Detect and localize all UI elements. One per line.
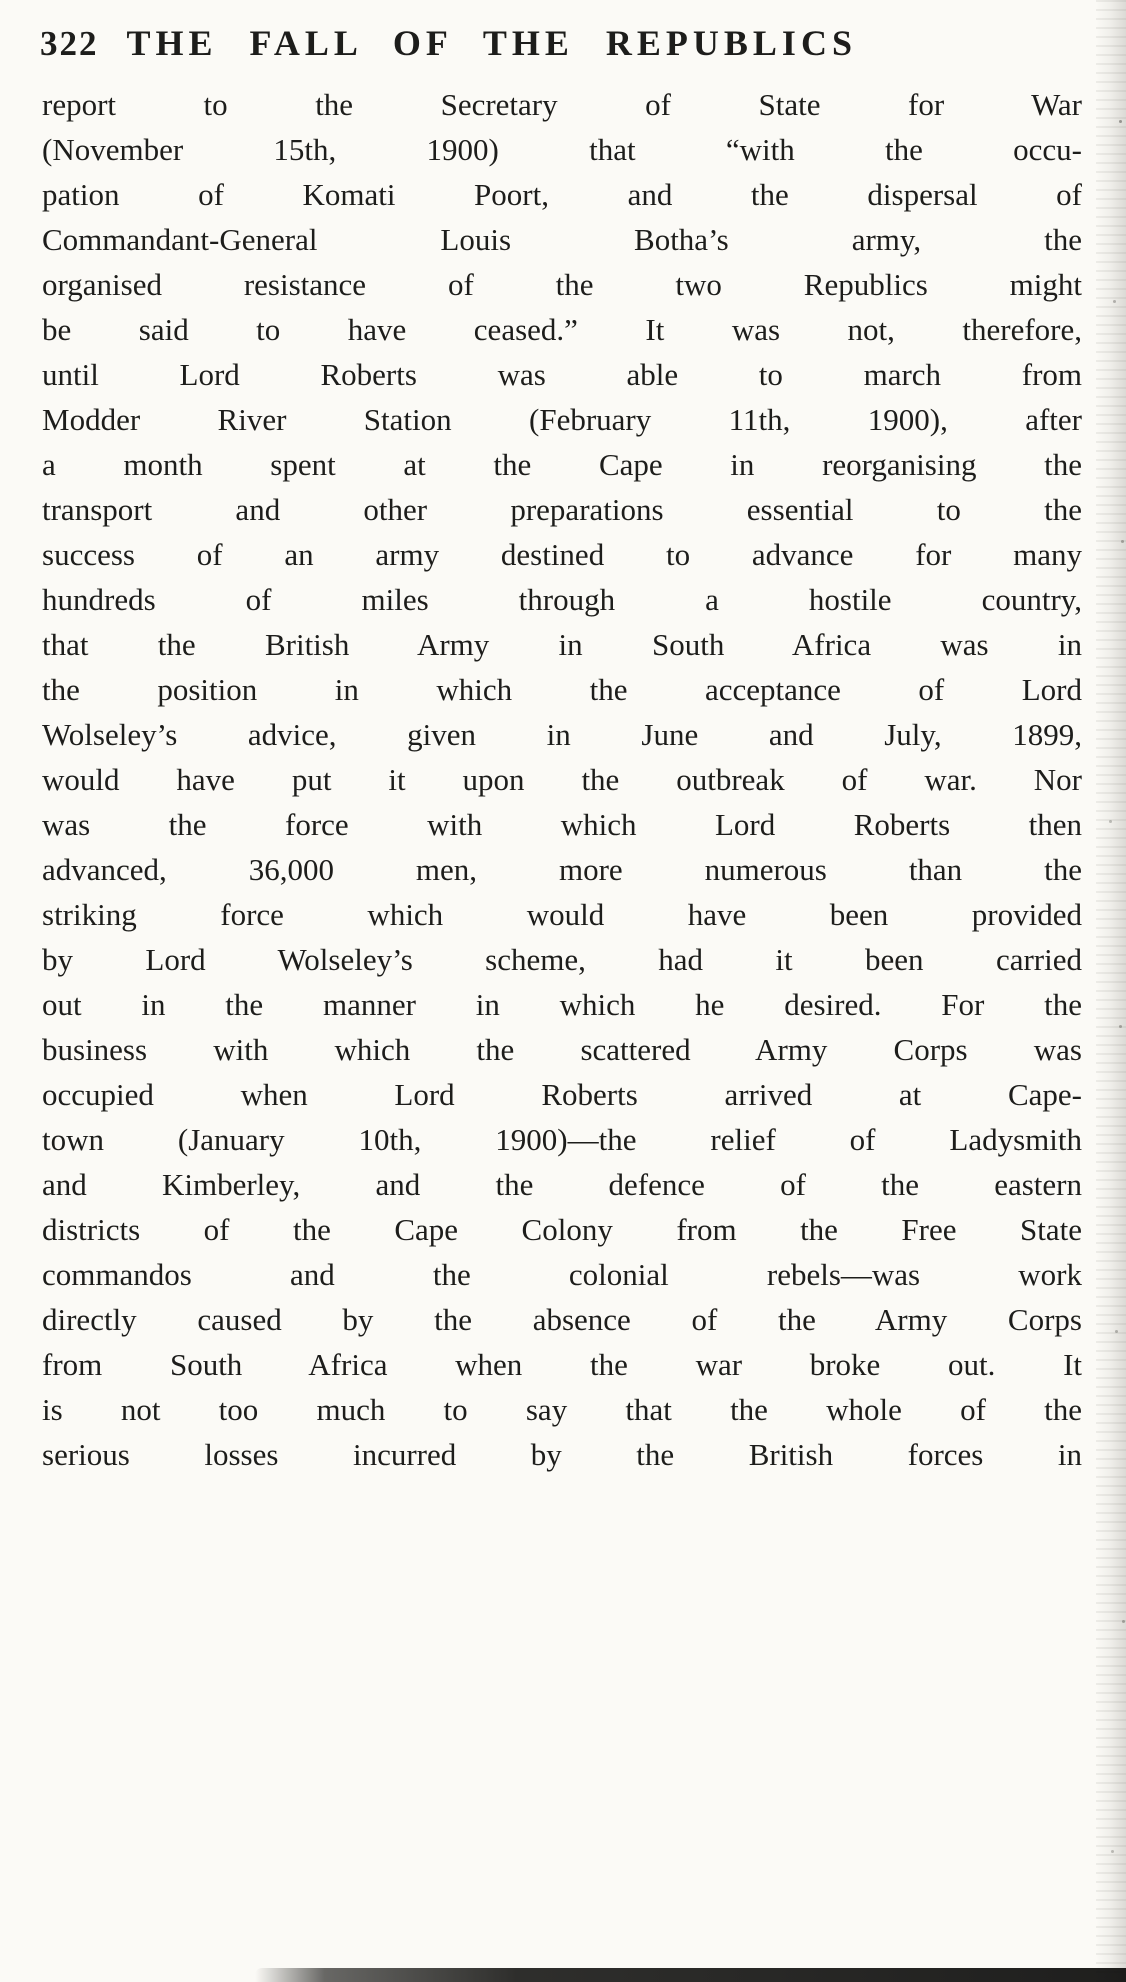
text-line: a month spent at the Cape in reorganising the (42, 447, 1082, 482)
text-line: be said to have ceased.” It was not, therefore, (42, 312, 1082, 347)
running-head-title: THE FALL OF THE REPUBLICS (126, 23, 857, 63)
page-number: 322 (40, 24, 99, 63)
text-line: directly caused by the absence of the Army Corps (42, 1302, 1082, 1337)
text-line: would have put it upon the outbreak of war. Nor (42, 762, 1082, 797)
text-line: was the force with which Lord Roberts then (42, 807, 1082, 842)
text-line: organised resistance of the two Republics might (42, 267, 1082, 302)
text-line: business with which the scattered Army Corps was (42, 1032, 1082, 1067)
scan-noise-speckles (1119, 120, 1122, 123)
body-text-block (42, 82, 1082, 1477)
text-line: Wolseley’s advice, given in June and July, 1899, (42, 717, 1082, 752)
text-line: report to the Secretary of State for War (42, 87, 1082, 122)
text-line: striking force which would have been provided (42, 897, 1082, 932)
text-line: and Kimberley, and the defence of the eastern (42, 1167, 1082, 1202)
text-line: town (January 10th, 1900)—the relief of Ladysmith (42, 1122, 1082, 1157)
text-line: the position in which the acceptance of Lord (42, 672, 1082, 707)
text-line: pation of Komati Poort, and the dispersal of (42, 177, 1082, 212)
text-line: Modder River Station (February 11th, 1900), after (42, 402, 1082, 437)
text-line: until Lord Roberts was able to march from (42, 357, 1082, 392)
scan-edge-artifact (1096, 0, 1126, 1982)
text-line: from South Africa when the war broke out. It (42, 1347, 1082, 1382)
page-header (40, 22, 1082, 64)
text-line: out in the manner in which he desired. For the (42, 987, 1082, 1022)
scan-bottom-shadow (255, 1968, 1126, 1982)
text-line: (November 15th, 1900) that “with the occu- (42, 132, 1082, 167)
text-line: hundreds of miles through a hostile country, (42, 582, 1082, 617)
text-line: occupied when Lord Roberts arrived at Cape- (42, 1077, 1082, 1112)
text-line: success of an army destined to advance for many (42, 537, 1082, 572)
text-line: districts of the Cape Colony from the Free State (42, 1212, 1082, 1247)
text-line: transport and other preparations essential to the (42, 492, 1082, 527)
text-line: Commandant-General Louis Botha’s army, the (42, 222, 1082, 257)
text-line: serious losses incurred by the British forces in (42, 1437, 1082, 1472)
text-line: is not too much to say that the whole of the (42, 1392, 1082, 1427)
text-line: advanced, 36,000 men, more numerous than the (42, 852, 1082, 887)
text-line: commandos and the colonial rebels—was work (42, 1257, 1082, 1292)
text-line: that the British Army in South Africa was in (42, 627, 1082, 662)
text-line: by Lord Wolseley’s scheme, had it been carried (42, 942, 1082, 977)
